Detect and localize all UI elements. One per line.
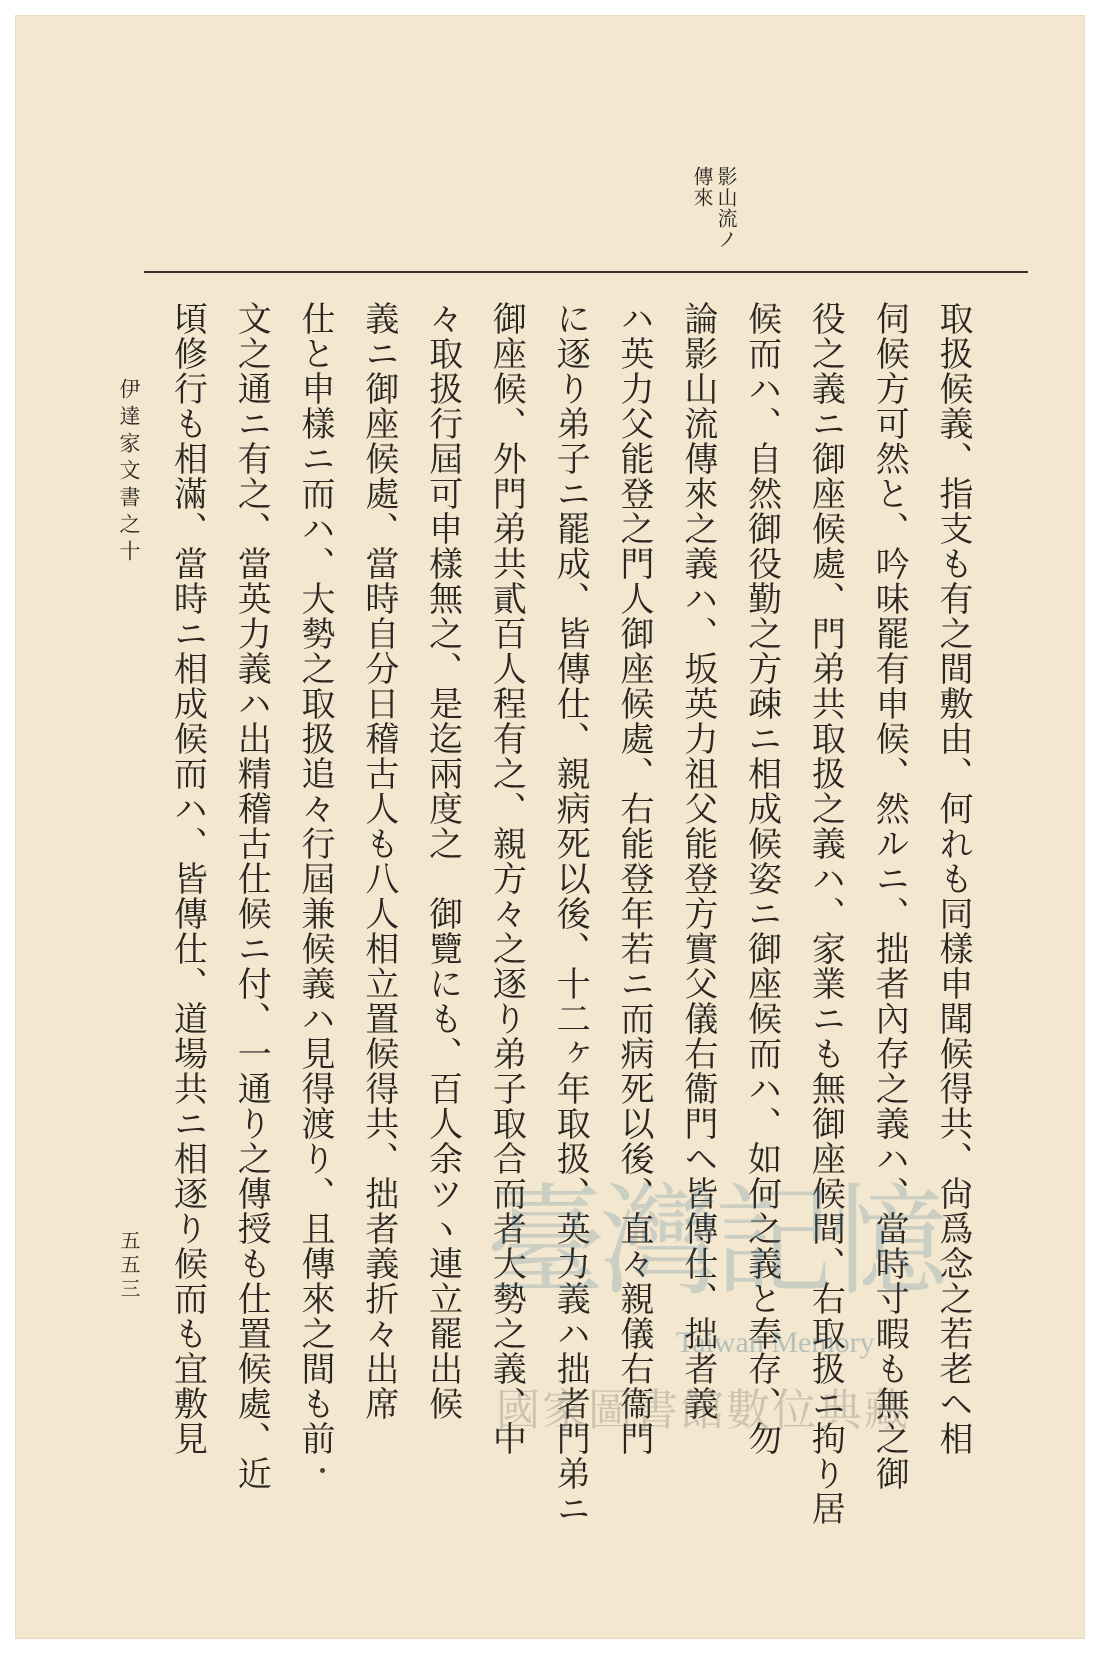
watermark-chinese: 國家圖書館數位典藏 <box>496 1385 910 1436</box>
text-column: ハ英力父能登之門人御座候處、右能登年若ニ而病死以後、直々親儀右衞門 <box>614 301 655 1456</box>
text-column: 御座候、外門弟共貳百人程有之、親方々之逐り弟子取合而者大勢之義、中 <box>486 301 527 1456</box>
text-column: 文之通ニ有之、當英力義ハ出精稽古仕候ニ付、一通り之傳授も仕置候處、近 <box>231 301 272 1491</box>
text-column: 仕と申樣ニ而ハ、大勢之取扱追々行屆兼候義ハ見得渡り、且傳來之間も前 <box>295 301 336 1456</box>
watermark-english: Taiwan Memory <box>676 1326 875 1359</box>
ink-speck <box>320 1468 325 1473</box>
header-rule <box>144 271 1028 273</box>
text-column: 論影山流傳來之義ハ、坂英力祖父能登方實父儀右衞門ヘ皆傳仕、拙者義 <box>677 301 718 1421</box>
document-page <box>16 16 1084 1638</box>
text-column: 役之義ニ御座候處、門弟共取扱之義ハ、家業ニも無御座候間、右取扱ニ拘り居 <box>805 301 846 1526</box>
text-column: 義ニ御座候處、當時自分日稽古人も八人相立置候得共、拙者義折々出席 <box>358 301 399 1421</box>
book-title: 伊達家文書之十 <box>117 378 141 567</box>
text-column: 々取扱行屆可申樣無之、是迄兩度之 御覽にも、百人余ツヽ連立罷出候 <box>422 301 463 1421</box>
running-head: 影山流ノ傳來 <box>690 166 738 250</box>
text-column: 伺候方可然と、吟味罷有申候、然ルニ、拙者內存之義ハ、當時寸暇も無之御 <box>869 301 910 1491</box>
text-column: に逐り弟子ニ罷成、皆傳仕、親病死以後、十二ヶ年取扱、英力義ハ拙者門弟ニ <box>550 301 591 1526</box>
text-column: 候而ハ、自然御役勤之方疎ニ相成候姿ニ御座候而ハ、如何之義と奉存、勿 <box>741 301 782 1456</box>
text-column: 取扱候義、指支も有之間敷由、何れも同樣申聞候得共、尙爲念之若老ヘ相 <box>933 301 973 1456</box>
watermark-title: 臺灣記憶 <box>486 1173 942 1312</box>
main-text-block <box>164 301 984 1526</box>
text-column: 頃修行も相滿、當時ニ相成候而ハ、皆傳仕、道場共ニ相逐り候而も宜敷見 <box>167 301 208 1456</box>
page-number: 五五三 <box>117 1230 141 1302</box>
